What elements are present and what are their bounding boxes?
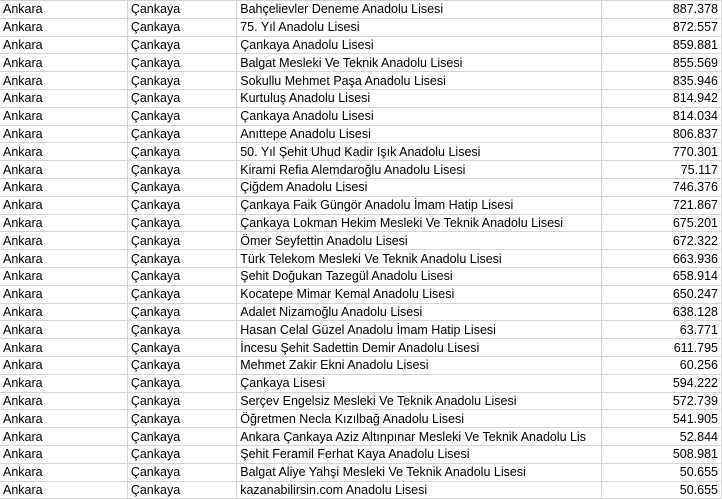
city-cell[interactable]: Ankara — [0, 107, 127, 125]
city-cell[interactable]: Ankara — [0, 214, 127, 232]
table-row — [0, 72, 722, 90]
city-cell[interactable]: Ankara — [0, 356, 127, 374]
table-row — [0, 392, 722, 410]
score-cell[interactable]: 814.942 — [602, 89, 722, 107]
score-cell[interactable]: 746.376 — [602, 178, 722, 196]
district-cell[interactable]: Çankaya — [127, 1, 236, 19]
district-cell[interactable]: Çankaya — [127, 285, 236, 303]
school-name-cell[interactable]: Serçev Engelsiz Mesleki Ve Teknik Anadolu Lisesi — [237, 392, 602, 410]
district-cell[interactable]: Çankaya — [127, 72, 236, 90]
table-row — [0, 356, 722, 374]
district-cell[interactable]: Çankaya — [127, 178, 236, 196]
score-cell[interactable]: 721.867 — [602, 196, 722, 214]
city-cell[interactable]: Ankara — [0, 1, 127, 19]
table-row — [0, 89, 722, 107]
district-cell[interactable]: Çankaya — [127, 196, 236, 214]
school-name-cell[interactable]: Türk Telekom Mesleki Ve Teknik Anadolu Lisesi — [237, 250, 602, 268]
city-cell[interactable]: Ankara — [0, 89, 127, 107]
district-cell[interactable]: Çankaya — [127, 18, 236, 36]
table-row — [0, 214, 722, 232]
score-cell[interactable]: 611.795 — [602, 339, 722, 357]
table-row — [0, 285, 722, 303]
table-row — [0, 303, 722, 321]
score-cell[interactable]: 594.222 — [602, 374, 722, 392]
table-row — [0, 196, 722, 214]
city-cell[interactable]: Ankara — [0, 463, 127, 481]
school-name-cell[interactable]: Şehit Feramil Ferhat Kaya Anadolu Lisesi — [237, 445, 602, 463]
school-name-cell[interactable]: Çiğdem Anadolu Lisesi — [237, 178, 602, 196]
city-cell[interactable]: Ankara — [0, 161, 127, 179]
school-name-cell[interactable]: Çankaya Faik Güngör Anadolu İmam Hatip Lisesi — [237, 196, 602, 214]
city-cell[interactable]: Ankara — [0, 374, 127, 392]
table-body — [0, 1, 722, 499]
table-row — [0, 54, 722, 72]
table-row — [0, 178, 722, 196]
school-name-cell[interactable]: Kurtuluş Anadolu Lisesi — [237, 89, 602, 107]
school-name-cell[interactable]: Kocatepe Mimar Kemal Anadolu Lisesi — [237, 285, 602, 303]
school-name-cell[interactable]: İncesu Şehit Sadettin Demir Anadolu Lisesi — [237, 339, 602, 357]
score-cell[interactable]: 872.557 — [602, 18, 722, 36]
district-cell[interactable]: Çankaya — [127, 125, 236, 143]
school-name-cell[interactable]: Bahçelievler Deneme Anadolu Lisesi — [237, 1, 602, 19]
table-row — [0, 161, 722, 179]
city-cell[interactable]: Ankara — [0, 18, 127, 36]
school-name-cell[interactable]: Hasan Celal Güzel Anadolu İmam Hatip Lisesi — [237, 321, 602, 339]
table-row — [0, 339, 722, 357]
score-cell[interactable]: 835.946 — [602, 72, 722, 90]
score-cell[interactable]: 855.569 — [602, 54, 722, 72]
table-row — [0, 125, 722, 143]
city-cell[interactable]: Ankara — [0, 36, 127, 54]
table-row — [0, 1, 722, 19]
school-name-cell[interactable]: Sokullu Mehmet Paşa Anadolu Lisesi — [237, 72, 602, 90]
district-cell[interactable]: Çankaya — [127, 143, 236, 161]
district-cell[interactable]: Çankaya — [127, 481, 236, 499]
score-cell[interactable]: 675.201 — [602, 214, 722, 232]
score-cell[interactable]: 658.914 — [602, 267, 722, 285]
school-name-cell[interactable]: Adalet Nizamoğlu Anadolu Lisesi — [237, 303, 602, 321]
school-name-cell[interactable]: Çankaya Lokman Hekim Mesleki Ve Teknik Anadolu Lisesi — [237, 214, 602, 232]
city-cell[interactable]: Ankara — [0, 250, 127, 268]
school-name-cell[interactable]: Çankaya Anadolu Lisesi — [237, 107, 602, 125]
district-cell[interactable]: Çankaya — [127, 356, 236, 374]
city-cell[interactable]: Ankara — [0, 321, 127, 339]
city-cell[interactable]: Ankara — [0, 303, 127, 321]
city-cell[interactable]: Ankara — [0, 445, 127, 463]
district-cell[interactable]: Çankaya — [127, 161, 236, 179]
school-name-cell[interactable]: 75. Yıl Anadolu Lisesi — [237, 18, 602, 36]
table-row — [0, 36, 722, 54]
district-cell[interactable]: Çankaya — [127, 374, 236, 392]
table-row — [0, 143, 722, 161]
score-cell[interactable]: 541.905 — [602, 410, 722, 428]
district-cell[interactable]: Çankaya — [127, 250, 236, 268]
city-cell[interactable]: Ankara — [0, 392, 127, 410]
district-cell[interactable]: Çankaya — [127, 54, 236, 72]
score-cell[interactable]: 50.655 — [602, 481, 722, 499]
score-cell[interactable]: 859.881 — [602, 36, 722, 54]
score-cell[interactable]: 770.301 — [602, 143, 722, 161]
school-name-cell[interactable]: Mehmet Zakir Ekni Anadolu Lisesi — [237, 356, 602, 374]
score-cell[interactable]: 887.378 — [602, 1, 722, 19]
city-cell[interactable]: Ankara — [0, 285, 127, 303]
score-cell[interactable]: 663.936 — [602, 250, 722, 268]
district-cell[interactable]: Çankaya — [127, 303, 236, 321]
district-cell[interactable]: Çankaya — [127, 214, 236, 232]
district-cell[interactable]: Çankaya — [127, 107, 236, 125]
city-cell[interactable]: Ankara — [0, 481, 127, 499]
table-row — [0, 18, 722, 36]
table-row — [0, 463, 722, 481]
city-cell[interactable]: Ankara — [0, 232, 127, 250]
city-cell[interactable]: Ankara — [0, 178, 127, 196]
district-cell[interactable]: Çankaya — [127, 321, 236, 339]
score-cell[interactable]: 650.247 — [602, 285, 722, 303]
city-cell[interactable]: Ankara — [0, 267, 127, 285]
school-name-cell[interactable]: Çankaya Anadolu Lisesi — [237, 36, 602, 54]
table-row — [0, 232, 722, 250]
district-cell[interactable]: Çankaya — [127, 339, 236, 357]
district-cell[interactable]: Çankaya — [127, 428, 236, 446]
district-cell[interactable]: Çankaya — [127, 232, 236, 250]
city-cell[interactable]: Ankara — [0, 72, 127, 90]
score-cell[interactable]: 52.844 — [602, 428, 722, 446]
city-cell[interactable]: Ankara — [0, 54, 127, 72]
city-cell[interactable]: Ankara — [0, 410, 127, 428]
city-cell[interactable]: Ankara — [0, 428, 127, 446]
table-row — [0, 481, 722, 499]
table-row — [0, 267, 722, 285]
school-name-cell[interactable]: Anıttepe Anadolu Lisesi — [237, 125, 602, 143]
score-cell[interactable]: 50.655 — [602, 463, 722, 481]
district-cell[interactable]: Çankaya — [127, 392, 236, 410]
school-name-cell[interactable]: Kirami Refia Alemdaroğlu Anadolu Lisesi — [237, 161, 602, 179]
score-cell[interactable]: 814.034 — [602, 107, 722, 125]
school-name-cell[interactable]: Balgat Mesleki Ve Teknik Anadolu Lisesi — [237, 54, 602, 72]
school-name-cell[interactable]: Ankara Çankaya Aziz Altınpınar Mesleki Ve Teknik Anadolu Lis — [237, 428, 602, 446]
score-cell[interactable]: 672.322 — [602, 232, 722, 250]
district-cell[interactable]: Çankaya — [127, 267, 236, 285]
school-name-cell[interactable]: Balgat Aliye Yahşi Mesleki Ve Teknik Anadolu Lisesi — [237, 463, 602, 481]
district-cell[interactable]: Çankaya — [127, 463, 236, 481]
city-cell[interactable]: Ankara — [0, 143, 127, 161]
district-cell[interactable]: Çankaya — [127, 445, 236, 463]
school-name-cell[interactable]: Ömer Seyfettin Anadolu Lisesi — [237, 232, 602, 250]
score-cell[interactable]: 63.771 — [602, 321, 722, 339]
city-cell[interactable]: Ankara — [0, 339, 127, 357]
table-row — [0, 428, 722, 446]
score-cell[interactable]: 572.739 — [602, 392, 722, 410]
school-name-cell[interactable]: Çankaya Lisesi — [237, 374, 602, 392]
city-cell[interactable]: Ankara — [0, 125, 127, 143]
score-cell[interactable]: 638.128 — [602, 303, 722, 321]
school-name-cell[interactable]: 50. Yıl Şehit Uhud Kadir Işık Anadolu Lisesi — [237, 143, 602, 161]
table-row — [0, 445, 722, 463]
school-name-cell[interactable]: Şehit Doğukan Tazegül Anadolu Lisesi — [237, 267, 602, 285]
district-cell[interactable]: Çankaya — [127, 89, 236, 107]
score-cell[interactable]: 508.981 — [602, 445, 722, 463]
district-cell[interactable]: Çankaya — [127, 410, 236, 428]
table-row — [0, 374, 722, 392]
table-row — [0, 107, 722, 125]
school-name-cell[interactable]: kazanabilirsin.com Anadolu Lisesi — [237, 481, 602, 499]
table-row — [0, 250, 722, 268]
district-cell[interactable]: Çankaya — [127, 36, 236, 54]
school-name-cell[interactable]: Öğretmen Necla Kızılbağ Anadolu Lisesi — [237, 410, 602, 428]
table-row — [0, 410, 722, 428]
city-cell[interactable]: Ankara — [0, 196, 127, 214]
table-row — [0, 321, 722, 339]
score-cell[interactable]: 75.117 — [602, 161, 722, 179]
score-cell[interactable]: 806.837 — [602, 125, 722, 143]
score-cell[interactable]: 60.256 — [602, 356, 722, 374]
